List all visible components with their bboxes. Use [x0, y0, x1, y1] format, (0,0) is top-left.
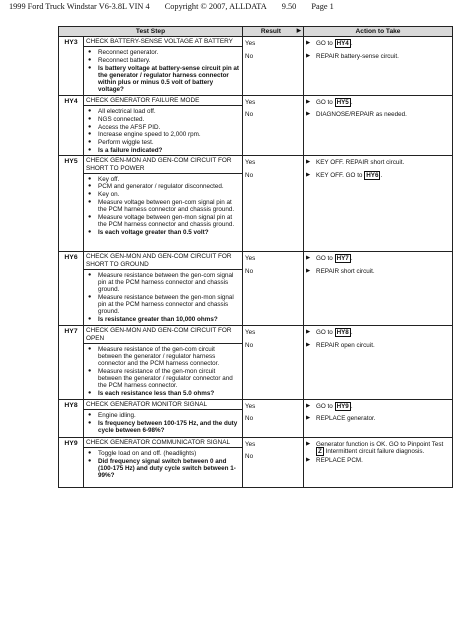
table-row — [59, 156, 453, 252]
result-label: No — [245, 341, 254, 349]
step-reference-link[interactable]: HY9 — [336, 402, 349, 410]
result-cell — [243, 95, 304, 155]
step-title: CHECK BATTERY-SENSE VOLTAGE AT BATTERY — [84, 37, 242, 47]
step-item: ● Measure voltage between gen-mon signal pin at the PCM harness connector and chassis ground. — [98, 214, 240, 228]
table-row — [59, 95, 453, 155]
step-title: CHECK GENERATOR MONITOR SIGNAL — [84, 400, 242, 410]
step-item: ● Measure resistance between the gen-mon signal pin at the PCM harness connector and chassis ground. — [98, 294, 240, 316]
table-header-row — [59, 27, 453, 37]
action-text: REPLACE PCM. — [316, 457, 363, 465]
step-item: ● Access the AFSF PID. — [98, 124, 240, 131]
step-item: ● NGS connected. — [98, 116, 240, 123]
step-list — [86, 272, 240, 323]
step-item: ● Measure resistance of the gen-mon circuit between the generator / regulator connector and the PCM harness connector. — [98, 368, 240, 390]
step-question: ● Is each voltage greater than 0.5 volt? — [98, 229, 240, 236]
vehicle-title: 1999 Ford Truck Windstar V6-3.8L VIN 4 — [9, 2, 150, 11]
step-item: ● Toggle load on and off. (headlights) — [98, 450, 240, 457]
action-cell — [304, 437, 453, 487]
action-text: DIAGNOSE/REPAIR as needed. — [316, 111, 407, 119]
action-cell — [304, 95, 453, 155]
action-item — [306, 403, 450, 414]
step-item: ● All electrical load off. — [98, 108, 240, 115]
action-text-suffix: Intermittent circuit failure diagnosis. — [323, 447, 425, 455]
action-cell — [304, 156, 453, 252]
test-step-cell — [84, 399, 243, 437]
action-text: Generator function is OK. GO to Pinpoint Test — [316, 440, 444, 448]
test-step-cell — [84, 326, 243, 399]
action-item — [306, 172, 450, 183]
action-cell — [304, 37, 453, 96]
step-list — [86, 108, 240, 154]
step-reference-link[interactable]: HY8 — [336, 329, 349, 337]
result-cell — [243, 156, 304, 252]
action-text: REPLACE generator. — [316, 415, 376, 423]
step-id: HY5 — [59, 156, 84, 252]
version-text: 9.50 — [281, 2, 297, 11]
step-id: HY4 — [59, 95, 84, 155]
step-id: HY6 — [59, 252, 84, 326]
result-label: No — [245, 52, 254, 60]
col-result-label: Result — [260, 27, 281, 35]
action-item — [306, 40, 450, 51]
action-text: GO to — [316, 255, 335, 263]
result-cell — [243, 252, 304, 326]
step-list — [86, 346, 240, 397]
action-text: REPAIR battery-sense circuit. — [316, 52, 399, 60]
action-text-suffix: . — [350, 329, 353, 337]
step-list — [86, 412, 240, 434]
step-title: CHECK GEN-MON AND GEN-COM CIRCUIT FOR SHORT TO GROUND — [84, 252, 242, 269]
step-title: CHECK GEN-MON AND GEN-COM CIRCUIT FOR SHORT TO POWER — [84, 156, 242, 173]
action-text-suffix: . — [350, 98, 353, 106]
step-item: ● Key on. — [98, 191, 240, 198]
action-text: GO to — [316, 329, 335, 337]
action-item — [306, 329, 450, 340]
result-label: No — [245, 111, 254, 119]
action-item — [306, 415, 450, 426]
step-reference-link[interactable]: HY4 — [336, 40, 349, 47]
action-item — [306, 53, 450, 64]
step-question: ● Is each resistance less than 5.0 ohms? — [98, 390, 240, 397]
step-list — [86, 176, 240, 236]
col-action: Action to Take — [304, 27, 453, 37]
table-row — [59, 437, 453, 487]
table-row — [59, 252, 453, 326]
action-text: KEY OFF. GO to — [316, 171, 365, 179]
page-header — [9, 2, 347, 11]
step-title: CHECK GEN-MON AND GEN-COM CIRCUIT FOR OPEN — [84, 326, 242, 343]
step-question: ● Is a failure indicated? — [98, 147, 240, 154]
col-result — [243, 27, 304, 37]
test-step-cell — [84, 156, 243, 252]
step-reference-link[interactable]: HY5 — [336, 98, 349, 106]
action-cell — [304, 252, 453, 326]
action-text: REPAIR short circuit. — [316, 267, 375, 275]
result-label: Yes — [245, 440, 256, 448]
result-cell — [243, 326, 304, 399]
result-cell — [243, 437, 304, 487]
col-test-step: Test Step — [59, 27, 243, 37]
step-question: ● Is frequency between 100-175 Hz, and the duty cycle between 6-98%? — [98, 420, 240, 434]
step-list — [86, 49, 240, 93]
action-cell — [304, 399, 453, 437]
step-title: CHECK GENERATOR COMMUNICATOR SIGNAL — [84, 438, 242, 448]
action-text: GO to — [316, 40, 335, 47]
step-item: ● PCM and generator / regulator disconnected. — [98, 183, 240, 190]
action-text: KEY OFF. REPAIR short circuit. — [316, 159, 405, 167]
step-item: ● Increase engine speed to 2,000 rpm. — [98, 131, 240, 138]
result-label: Yes — [245, 98, 256, 106]
result-cell — [243, 37, 304, 96]
test-step-cell — [84, 437, 243, 487]
action-item — [306, 159, 450, 170]
step-id: HY9 — [59, 437, 84, 487]
step-item: ● Engine idling. — [98, 412, 240, 419]
result-label: Yes — [245, 329, 256, 337]
step-id: HY3 — [59, 37, 84, 96]
table-row — [59, 37, 453, 96]
action-cell — [304, 326, 453, 399]
action-text-suffix: . — [350, 255, 353, 263]
action-text-suffix: . — [380, 171, 383, 179]
result-label: Yes — [245, 402, 256, 410]
step-reference-link[interactable]: HY7 — [336, 255, 349, 263]
result-label: No — [245, 171, 254, 179]
action-text: REPAIR open circuit. — [316, 341, 375, 349]
action-item — [306, 111, 450, 122]
copyright-text: Copyright © 2007, ALLDATA — [164, 2, 267, 11]
action-item — [306, 99, 450, 110]
page-number: Page 1 — [311, 2, 334, 11]
action-item — [306, 268, 450, 279]
step-item: ● Measure resistance of the gen-com circuit between the generator / regulator harness connector and the PCM harness connector. — [98, 346, 240, 368]
action-text: GO to — [316, 98, 335, 106]
test-step-cell — [84, 252, 243, 326]
step-id: HY8 — [59, 399, 84, 437]
result-label: No — [245, 415, 254, 423]
step-question: ● Is resistance greater than 10,000 ohms? — [98, 316, 240, 323]
action-text-suffix: . — [350, 40, 353, 47]
result-label: No — [245, 267, 254, 275]
result-label: Yes — [245, 159, 256, 167]
action-item — [306, 457, 450, 468]
action-item — [306, 441, 450, 455]
step-id: HY7 — [59, 326, 84, 399]
step-item: ● Key off. — [98, 176, 240, 183]
step-reference-link[interactable]: Z — [318, 447, 322, 455]
test-step-table — [58, 26, 453, 488]
step-item: ● Reconnect generator. — [98, 49, 240, 56]
step-reference-link[interactable]: HY6 — [366, 171, 379, 179]
step-item: ● Perform wiggle test. — [98, 139, 240, 146]
action-item — [306, 342, 450, 353]
step-item: ● Measure voltage between gen-com signal pin at the PCM harness connector and chassis ground. — [98, 199, 240, 213]
test-step-cell — [84, 37, 243, 96]
step-item: ● Reconnect battery. — [98, 57, 240, 64]
result-cell — [243, 399, 304, 437]
arrow-icon: ▶ — [296, 27, 302, 34]
test-step-cell — [84, 95, 243, 155]
step-item: ● Measure resistance between the gen-com signal pin at the PCM harness connector and chassis ground. — [98, 272, 240, 294]
result-label: Yes — [245, 40, 256, 47]
result-label: Yes — [245, 255, 256, 263]
step-question: ● Is battery voltage at battery-sense circuit pin at the generator / regulator harness connector within plus or minus 0.5 volt of battery voltage? — [98, 65, 240, 94]
step-question: ● Did frequency signal switch between 0 and (100-175 Hz) and duty cycle switch between 1-99%? — [98, 458, 240, 480]
table-row — [59, 326, 453, 399]
result-label: No — [245, 453, 254, 461]
table-row — [59, 399, 453, 437]
step-list — [86, 450, 240, 479]
step-title: CHECK GENERATOR FAILURE MODE — [84, 96, 242, 106]
action-text-suffix: . — [350, 402, 353, 410]
action-text: GO to — [316, 402, 335, 410]
action-item — [306, 255, 450, 266]
